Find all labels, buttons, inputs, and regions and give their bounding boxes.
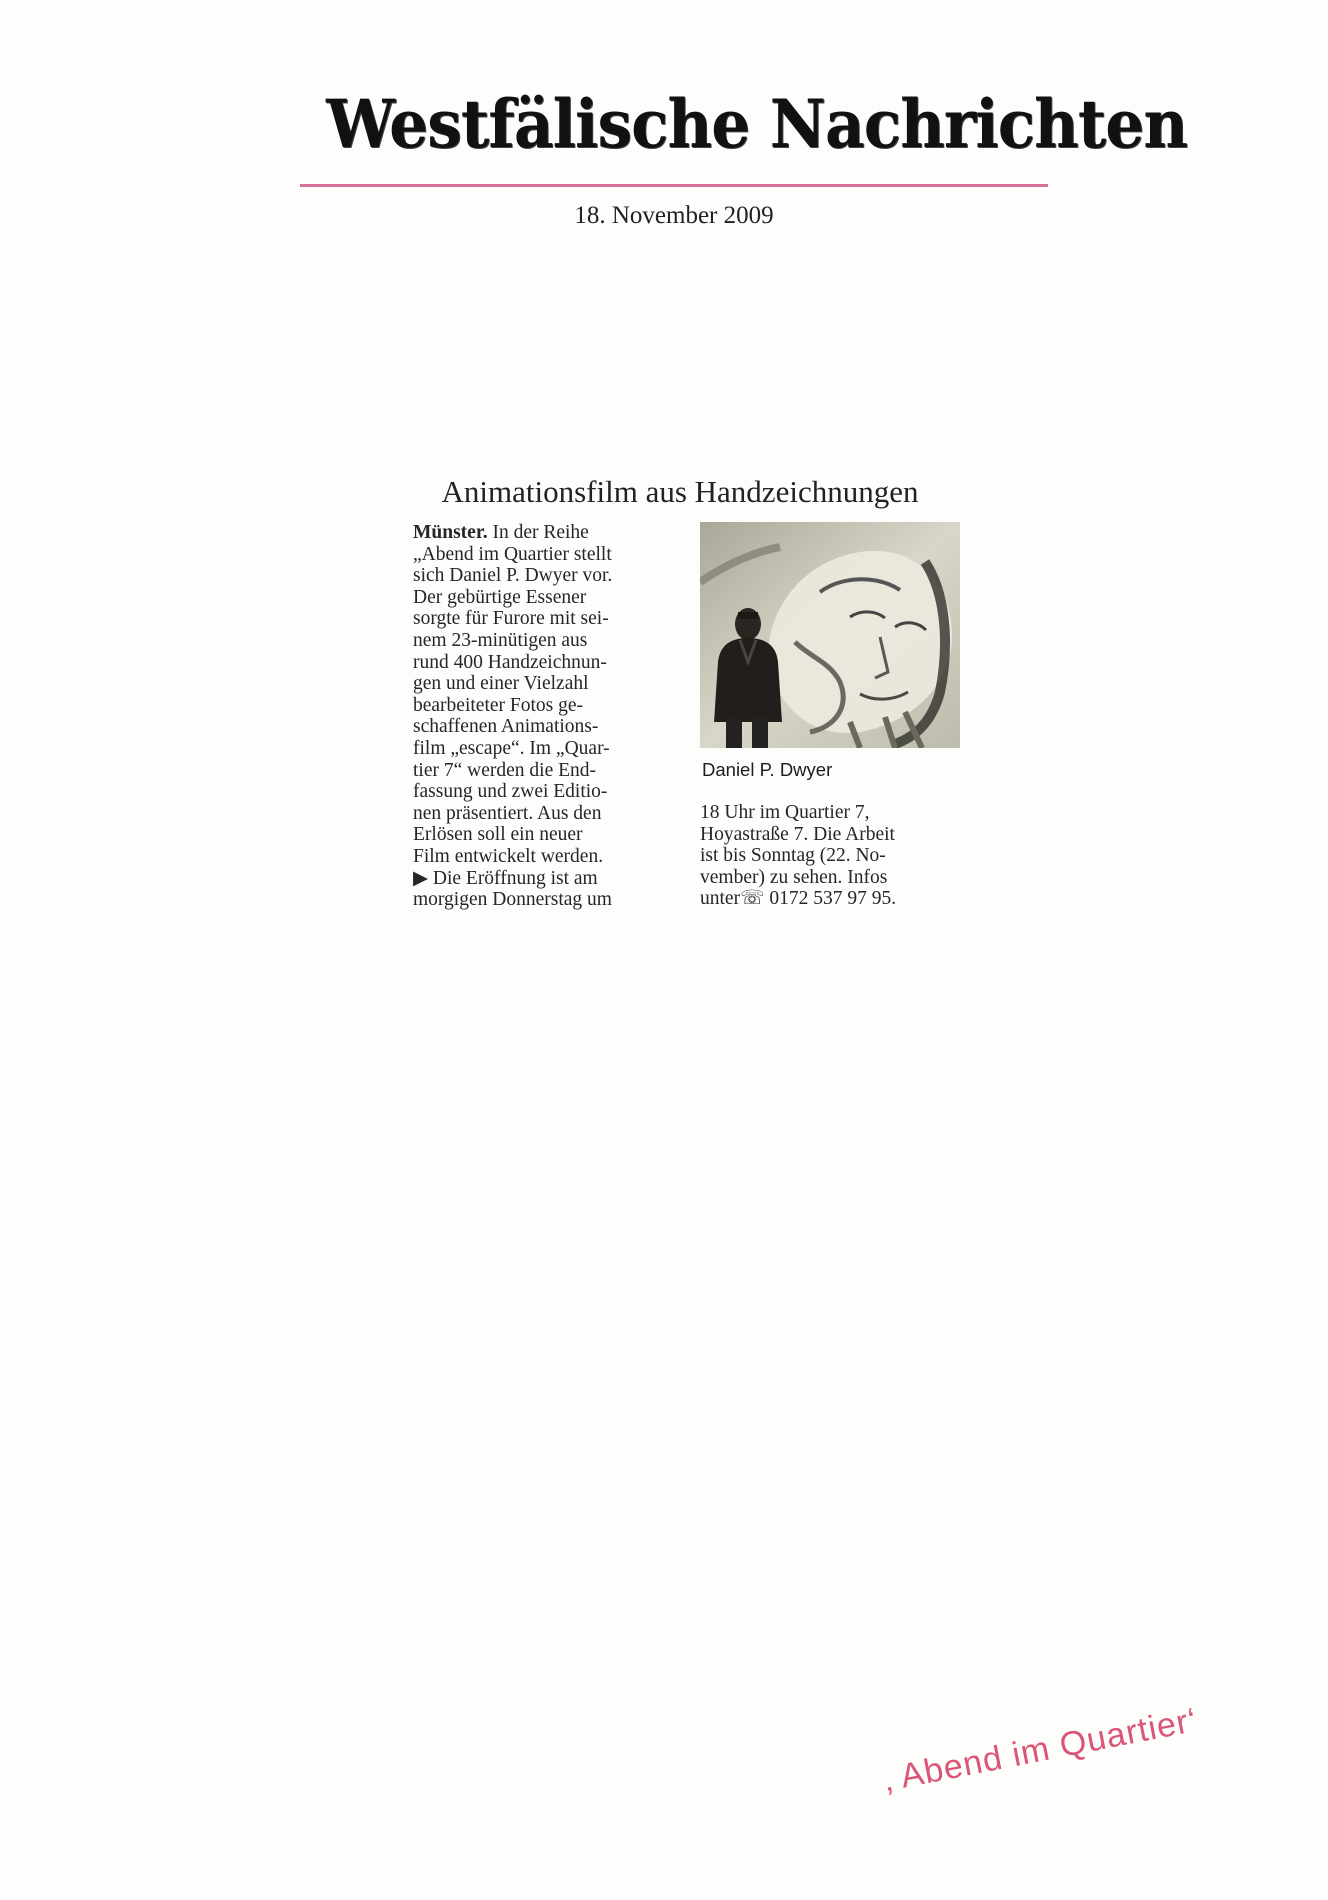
article-line: Film entwickelt werden. [413,845,604,867]
article-line: gen und einer Vielzahl [413,673,589,695]
article-line: Erlösen soll ein neuer [413,824,583,846]
article-line-text: In der Reihe [487,522,589,543]
article-line [413,522,678,544]
article-line: sich Daniel P. Dwyer vor. [413,565,613,587]
article-line: Der gebürtige Essener [413,586,587,608]
photo-caption: Daniel P. Dwyer [702,759,833,780]
article-line: Hoyastraße 7. Die Arbeit [700,823,895,845]
article-line: nem 23-minütigen aus [413,629,588,651]
article-headline: Animationsfilm aus Handzeichnungen [441,474,919,509]
article-line: morgigen Donnerstag um [413,889,612,911]
article-line: 18 Uhr im Quartier 7, [700,802,870,823]
article-photo [700,522,960,748]
article-line: schaffenen Animations- [413,716,599,738]
article-line: „Abend im Quartier stellt [413,543,612,565]
article-line: film „escape“. Im „Quar- [413,737,610,759]
portrait-illustration [700,522,960,748]
masthead-divider [300,184,1048,187]
article-line: tier 7“ werden die End- [413,759,597,781]
red-stamp: ‚ Abend im Quartier‘ [880,1700,1201,1800]
issue-date: 18. November 2009 [574,202,774,229]
article-line: unter☏ 0172 537 97 95. [700,888,897,910]
article-line: bearbeiteter Fotos ge- [413,694,584,716]
article-line: nen präsentiert. Aus den [413,802,602,824]
article-body-left-column [413,522,678,911]
newspaper-title: Westfälische Nachrichten [326,85,1188,163]
article-line: ist bis Sonntag (22. No- [700,845,886,867]
article-line: rund 400 Handzeichnun- [413,651,607,673]
article-line: sorgte für Furore mit sei- [413,608,609,630]
article-line: fassung und zwei Editio- [413,781,608,803]
article-dateline: Münster. [413,522,488,543]
article-body-right-column [700,802,965,910]
article-line: ▶ Die Eröffnung ist am [413,867,598,889]
newspaper-masthead [300,84,1188,164]
article-line: vember) zu sehen. Infos [700,866,888,888]
